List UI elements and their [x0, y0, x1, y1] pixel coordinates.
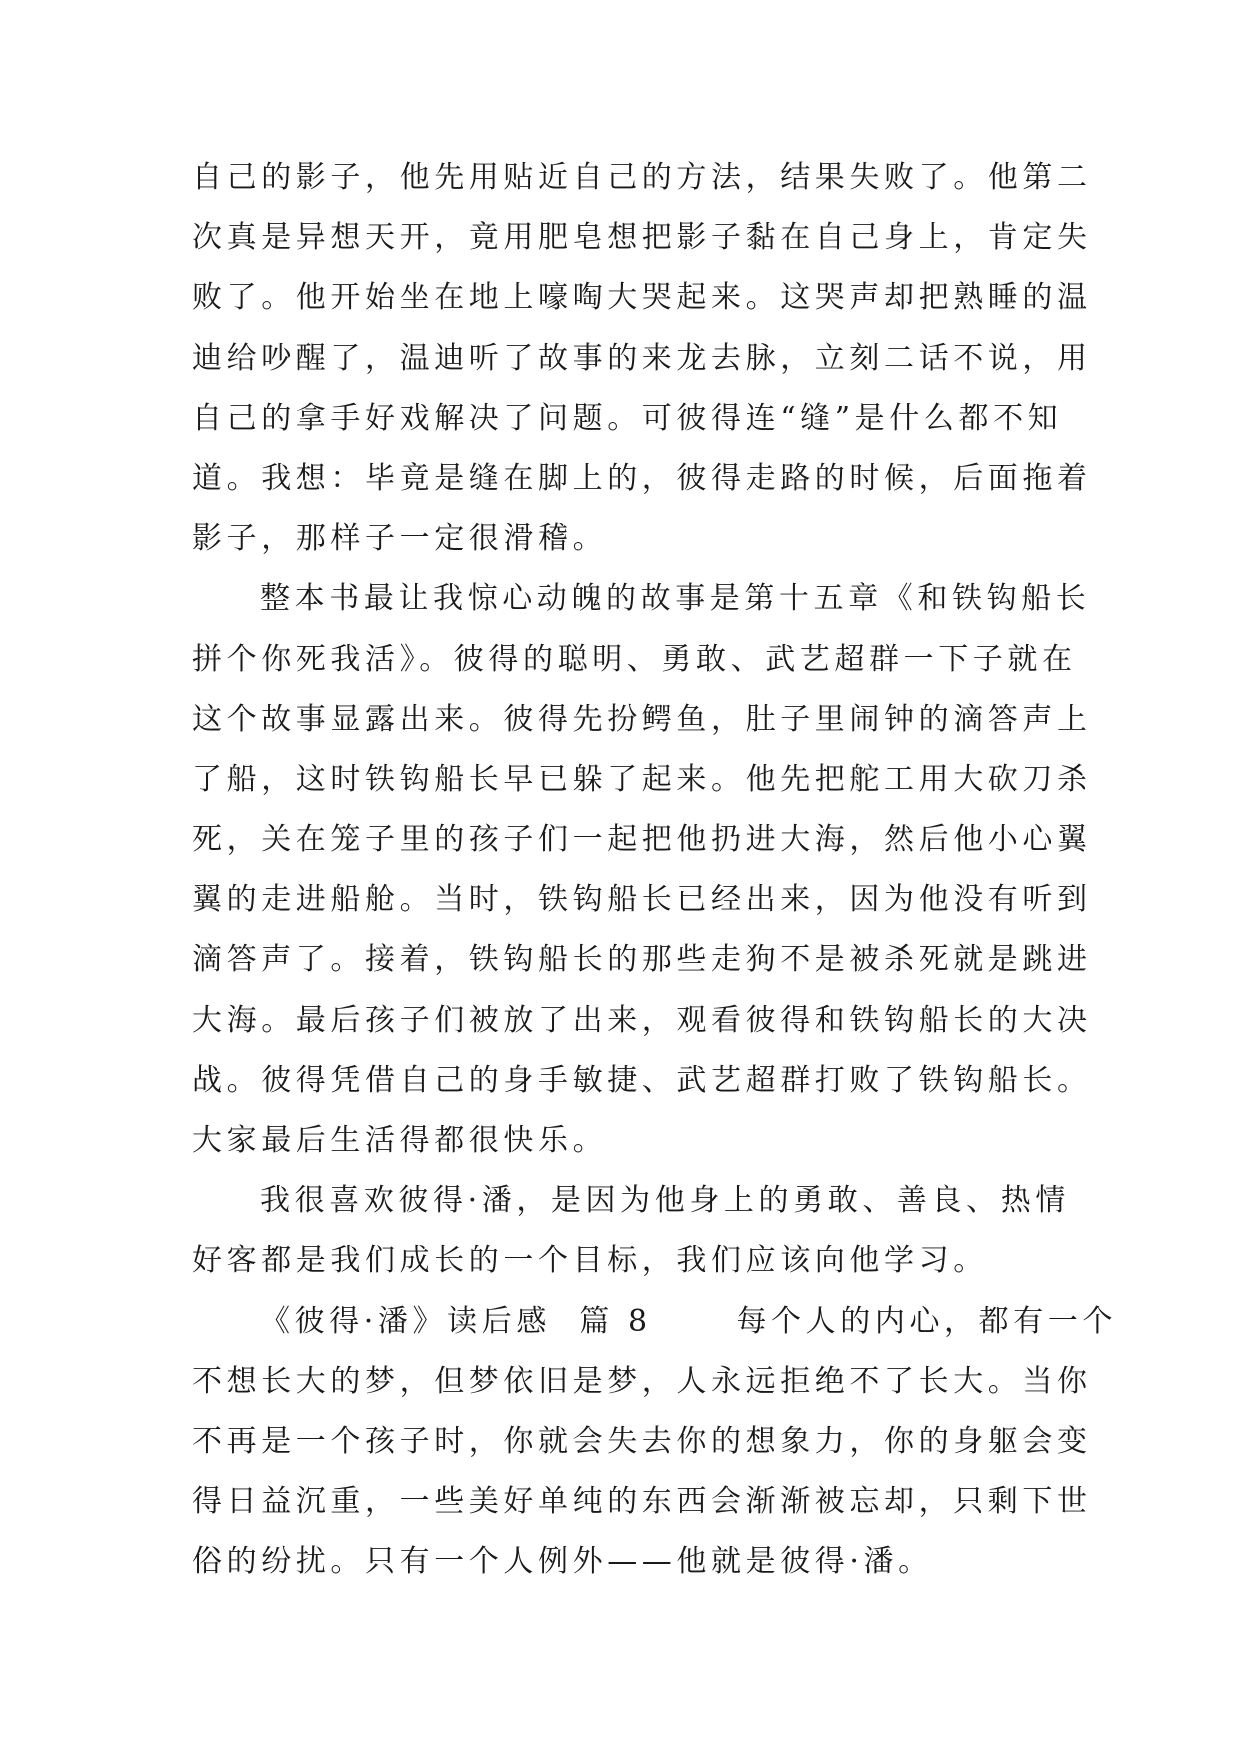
text-line: 影子，那样子一定很滑稽。: [192, 521, 608, 557]
body-text: [192, 148, 1118, 1593]
text-line: 迪给吵醒了，温迪听了故事的来龙去脉，立刻二话不说，用: [192, 340, 1092, 376]
text-line: 大家最后生活得都很快乐。: [192, 1123, 608, 1158]
text-line: 自己的影子，他先用贴近自己的方法，结果失败了。他第二: [192, 160, 1092, 195]
text-line: 滴答声了。接着，铁钩船长的那些走狗不是被杀死就是跳进: [192, 942, 1092, 978]
text-line: 拼个你死我活》。彼得的聪明、勇敢、武艺超群一下子就在: [192, 641, 1077, 677]
section-heading-line: 《彼得·潘》读后感 篇 8 每个人的内心，都有一个: [260, 1303, 1118, 1339]
text-line: 死，关在笼子里的孩子们一起把他扔进大海，然后他小心翼: [192, 822, 1092, 858]
paragraph-start-line: 我很喜欢彼得·潘，是因为他身上的勇敢、善良、热情: [260, 1183, 1070, 1219]
text-line: 了船，这时铁钩船长早已躲了起来。他先把舵工用大砍刀杀: [192, 761, 1092, 797]
text-line: 好客都是我们成长的一个目标，我们应该向他学习。: [192, 1243, 988, 1279]
text-line: 败了。他开始坐在地上嚎啕大哭起来。这哭声却把熟睡的温: [192, 280, 1092, 316]
text-line: 道。我想：毕竟是缝在脚上的，彼得走路的时候，后面拖着: [192, 460, 1092, 496]
text-line: 战。彼得凭借自己的身手敏捷、武艺超群打败了铁钩船长。: [192, 1062, 1092, 1098]
text-line: 大海。最后孩子们被放了出来，观看彼得和铁钩船长的大决: [192, 1002, 1092, 1038]
text-line: 这个故事显露出来。彼得先扮鳄鱼，肚子里闹钟的滴答声上: [192, 701, 1092, 737]
text-line: 俗的纷扰。只有一个人例外——他就是彼得·潘。: [192, 1544, 933, 1580]
text-line: 不再是一个孩子时，你就会失去你的想象力，你的身躯会变: [192, 1423, 1092, 1459]
paragraph-start-line: 整本书最让我惊心动魄的故事是第十五章《和铁钩船长: [260, 581, 1091, 617]
text-line: 得日益沉重，一些美好单纯的东西会渐渐被忘却，只剩下世: [192, 1484, 1092, 1520]
text-line: 翼的走进船舱。当时，铁钩船长已经出来，因为他没有听到: [192, 882, 1092, 918]
text-line: 次真是异想天开，竟用肥皂想把影子黏在自己身上，肯定失: [192, 220, 1092, 256]
text-line: 自己的拿手好戏解决了问题。可彼得连“缝”是什么都不知: [192, 400, 1063, 436]
text-line: 不想长大的梦，但梦依旧是梦，人永远拒绝不了长大。当你: [192, 1363, 1092, 1399]
